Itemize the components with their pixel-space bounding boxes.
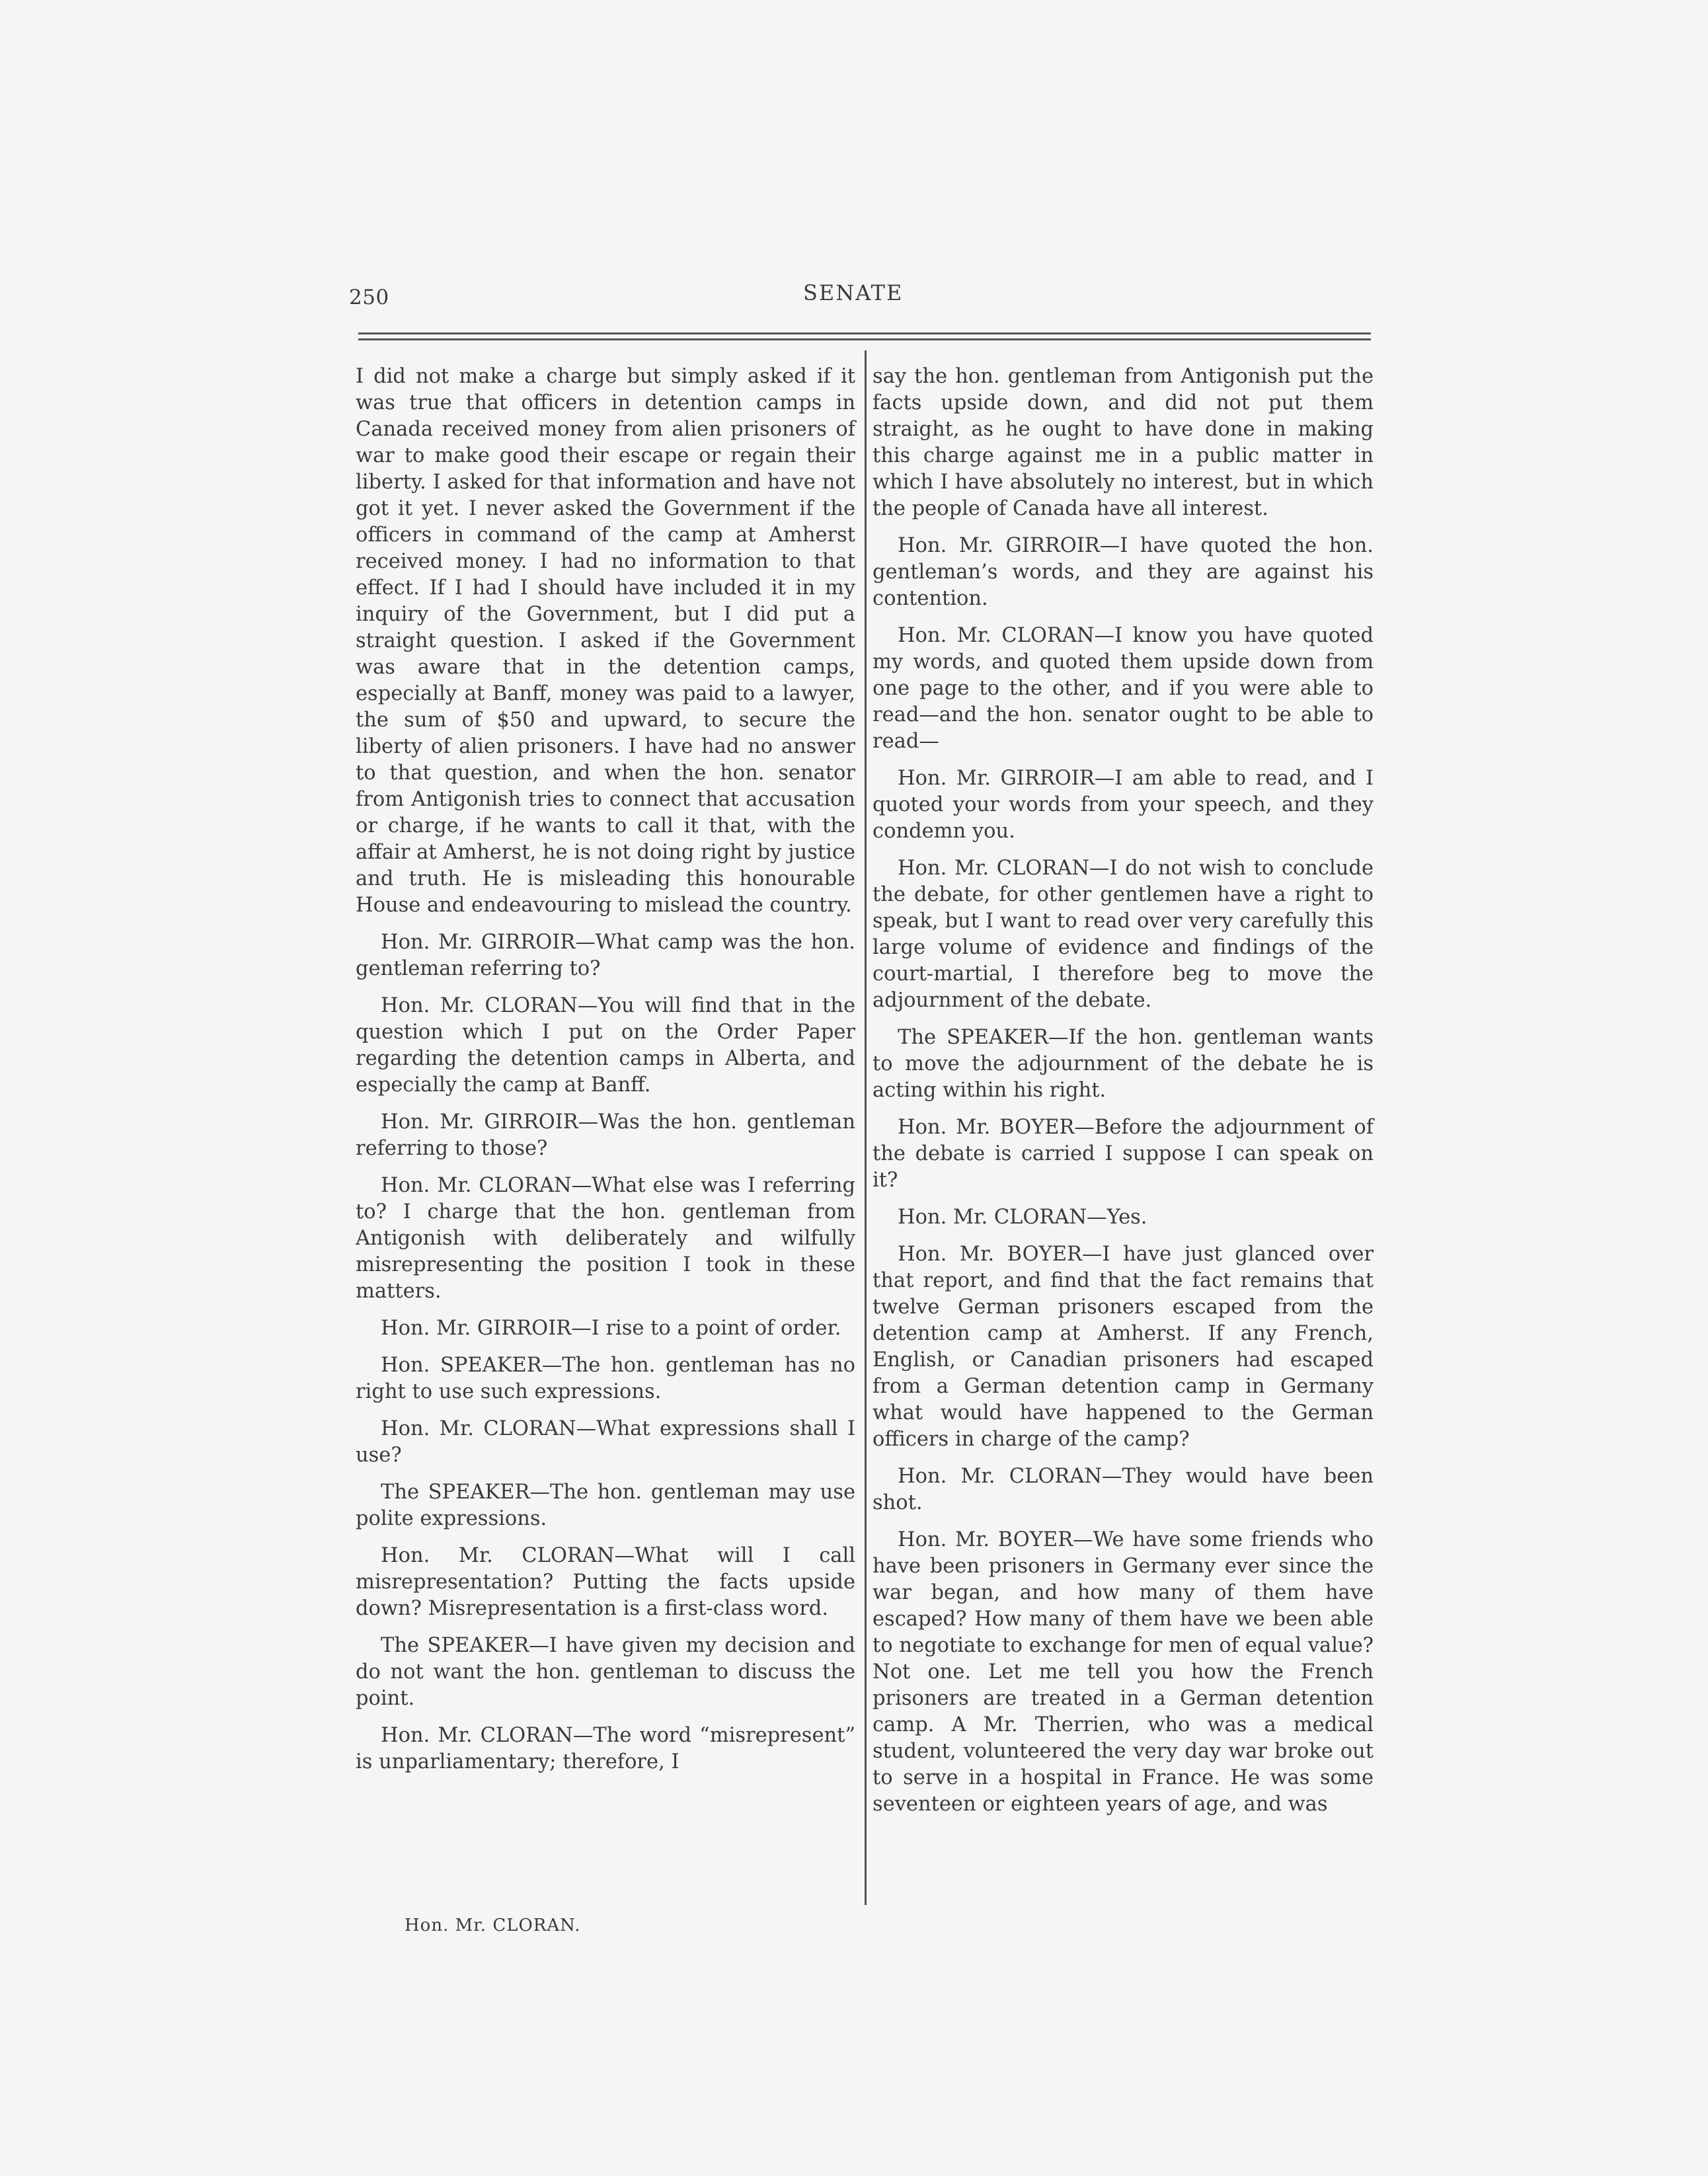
paragraph: The SPEAKER—If the hon. gentleman wants to move the adjournment of the debate he is acting within his right. xyxy=(873,1026,1374,1102)
paragraph: Hon. Mr. BOYER—We have some friends who have been prisoners in Germany ever since the war began, and how many of them have escaped? How many of them have we been able to negotiate to exchange for men of equal value? Not one. Let me tell you how the French prisoners are treated in a German detention camp. A Mr. Therrien, who was a medical student, volunteered the very day war broke out to serve in a hospital in France. He was some seventeen or eighteen years of age, and was xyxy=(873,1528,1374,1816)
paragraph: The SPEAKER—I have given my decision and do not want the hon. gentleman to discuss the point. xyxy=(356,1634,855,1710)
paragraph: Hon. Mr. GIRROIR—Was the hon. gentleman referring to those? xyxy=(356,1110,855,1160)
paragraph: Hon. SPEAKER—The hon. gentleman has no right to use such expressions. xyxy=(356,1354,855,1403)
left-column xyxy=(356,364,855,1786)
paragraph: say the hon. gentleman from Antigonish put the facts upside down, and did not put them straight, as he ought to have done in making this charge against me in a public matter in which I have absolutely no interest, but in which the people of Canada have all interest. xyxy=(873,365,1374,520)
paragraph: Hon. Mr. CLORAN—What else was I referring to? I charge that the hon. gentleman from Antigonish with deliberately and wilfully misrepresenting the position I took in these matters. xyxy=(356,1174,855,1303)
paragraph: Hon. Mr. GIRROIR—I rise to a point of order. xyxy=(381,1317,841,1340)
paragraph: I did not make a charge but simply asked if it was true that officers in detention camps in Canada received money from alien prisoners of war to make good their escape or regain their liberty. I asked for that information and have not got it yet. I never asked the Government if the officers in command of the camp at Amherst received money. I had no information to that effect. If I had I should have included it in my inquiry of the Government, but I did put a straight question. I asked if the Government was aware that in the detention camps, especially at Banff, money was paid to a lawyer, the sum of $50 and upward, to secure the liberty of alien prisoners. I have had no answer to that question, and when the hon. senator from Antigonish tries to connect that accusation or charge, if he wants to call it that, with the affair at Amherst, he is not doing right by justice and truth. He is misleading this honourable House and endeavouring to mislead the country. xyxy=(356,365,855,917)
paragraph: Hon. Mr. CLORAN—What expressions shall I use? xyxy=(356,1417,855,1467)
paragraph: Hon. Mr. GIRROIR—I have quoted the hon. gentleman’s words, and they are against his contention. xyxy=(873,534,1374,610)
header-rule-bottom xyxy=(358,338,1371,340)
paragraph: Hon. Mr. CLORAN—Yes. xyxy=(898,1206,1147,1229)
paragraph: Hon. Mr. GIRROIR—I am able to read, and I quoted your words from your speech, and they condemn you. xyxy=(873,767,1374,843)
paragraph: Hon. Mr. CLORAN—They would have been shot. xyxy=(873,1465,1374,1514)
header-rule-top xyxy=(358,332,1371,334)
paragraph: Hon. Mr. CLORAN—I know you have quoted my words, and quoted them upside down from one page to the other, and if you were able to read—and the hon. senator ought to be able to read— xyxy=(873,624,1374,753)
paragraph: Hon. Mr. CLORAN—The word “misrepresent” is unparliamentary; therefore, I xyxy=(356,1724,855,1773)
right-column xyxy=(873,364,1374,1828)
paragraph: Hon. Mr. CLORAN—I do not wish to conclude the debate, for other gentlemen have a right to speak, but I want to read over very carefully this large volume of evidence and findings of the court-martial, I therefore beg to move the adjournment of the debate. xyxy=(873,857,1374,1012)
footer-running-head: Hon. Mr. CLORAN. xyxy=(405,1916,581,1935)
paragraph: Hon. Mr. BOYER—Before the adjournment of the debate is carried I suppose I can speak on it? xyxy=(873,1116,1374,1192)
paragraph: The SPEAKER—The hon. gentleman may use polite expressions. xyxy=(356,1481,855,1530)
paragraph: Hon. Mr. GIRROIR—What camp was the hon. gentleman referring to? xyxy=(356,931,855,980)
paragraph: Hon. Mr. CLORAN—You will find that in the question which I put on the Order Paper regarding the detention camps in Alberta, and especially the camp at Banff. xyxy=(356,994,855,1097)
column-divider xyxy=(865,350,867,1905)
page-number: 250 xyxy=(349,286,389,309)
paragraph: Hon. Mr. BOYER—I have just glanced over that report, and find that the fact remains that twelve German prisoners escaped from the detention camp at Amherst. If any French, English, or Canadian prisoners had escaped from a German detention camp in Germany what would have happened to the German officers in charge of the camp? xyxy=(873,1243,1374,1451)
page-header-title: SENATE xyxy=(803,280,904,305)
paragraph: Hon. Mr. CLORAN—What will I call misrepresentation? Putting the facts upside down? Misrepresentation is a first-class word. xyxy=(356,1544,855,1620)
